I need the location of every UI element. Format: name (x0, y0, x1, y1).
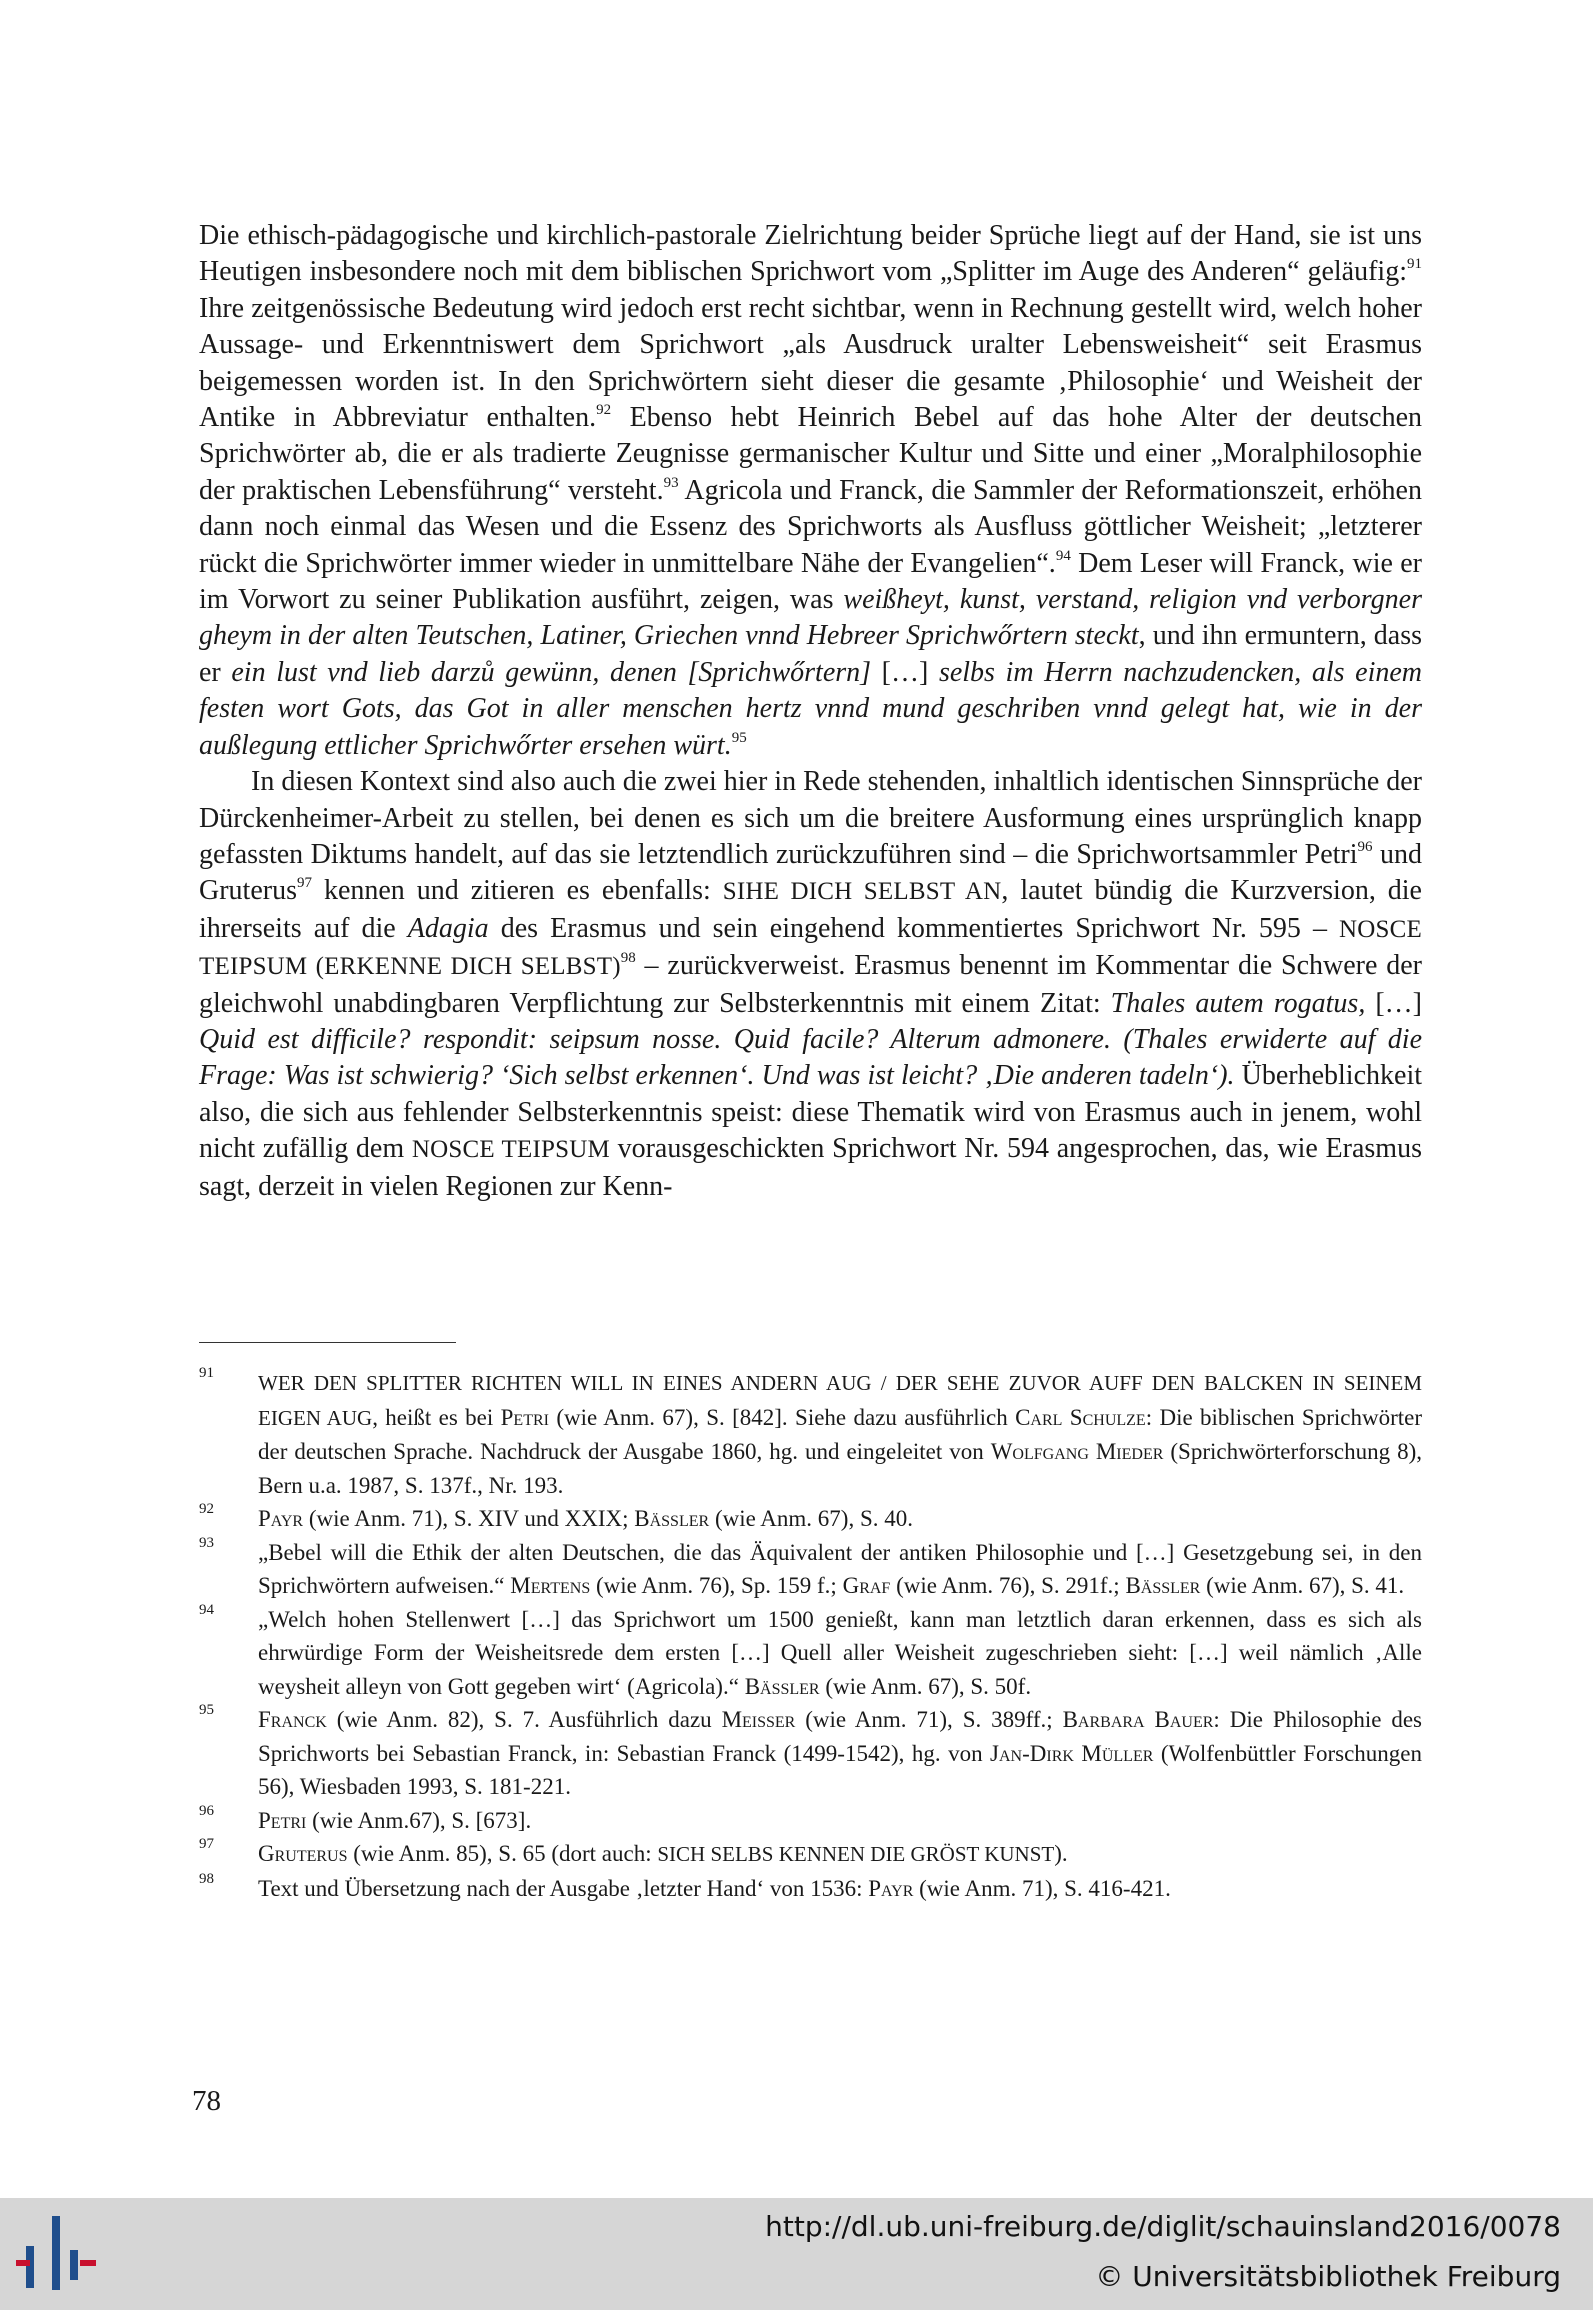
text-run: (wie Anm. 76), Sp. 159 f.; (590, 1573, 843, 1598)
paragraph-2 (199, 764, 1422, 1205)
text-run: (Wolfenbüttler Forschungen 56), Wiesbaden 1993, S. 181-221. (258, 1740, 1422, 1799)
text-run: […] (871, 656, 939, 688)
author-name: Wolfgang Mieder (990, 1439, 1164, 1464)
footnote-ref-95[interactable]: 95 (731, 729, 747, 746)
text-run: „Welch hohen Stellenwert […] das Sprichwort um 1500 genießt, kann man letztlich daran erkennen, dass es sich als ehrwürdige Form der Weisheitsrede dem ersten […] Quell aller Weisheit zugeschrieben sieht: […] weil nämlich ‚Alle weysheit alleyn von Gott gegeben wirt‘ (Agricola).“ (258, 1606, 1422, 1699)
footnote-ref-96[interactable]: 96 (1357, 838, 1373, 855)
author-name: Bässler (1125, 1573, 1201, 1598)
text-run: , heißt es bei (372, 1404, 501, 1430)
text-run: kennen und zitieren es ebenfalls: (311, 875, 723, 907)
footnote-number: 93 (199, 1534, 214, 1551)
text-run: Agricola und Franck, die Sammler der Reformationszeit, erhöhen dann noch einmal das Wesen und die Essenz des Sprichworts als Ausfluss göttlicher Weisheit; „letzterer rückt die Sprichwörter immer wieder in unmittelbare Nähe der Evangelien“. (199, 474, 1422, 579)
text-run: Ebenso hebt Heinrich Bebel auf das hohe Alter der deutschen Sprichwörter ab, die er als tradierte Zeugnisse germanischer Kultur und Sitte und einer „Moralphilosophie der praktischen Lebensführung“ versteht. (199, 402, 1422, 506)
footnote-number: 92 (199, 1501, 214, 1517)
text-run: (wie Anm.67), S. [673]. (306, 1807, 532, 1833)
footnote-96 (199, 1804, 1422, 1838)
ub-freiburg-logo-icon (14, 2214, 100, 2294)
text-run: (wie Anm. 67), S. [842]. Siehe dazu ausführlich (548, 1404, 1016, 1430)
proverb-caps: WER DEN SPLITTER RICHTEN WILL IN EINES ANDERN AUG / DER SEHE ZUVOR AUFF DEN BALCKEN IN SEINEM EIGEN AUG (258, 1371, 1422, 1430)
logo-dash-left (16, 2260, 30, 2266)
author-name: Bässler (634, 1506, 710, 1531)
logo-bar-right (70, 2250, 78, 2280)
footnote-ref-94[interactable]: 94 (1055, 547, 1071, 564)
footnote-ref-97[interactable]: 97 (296, 875, 312, 892)
author-name: Petri (258, 1807, 307, 1833)
proverb-caps: NOSCE TEIPSUM (411, 1136, 610, 1164)
footnote-94 (199, 1603, 1422, 1704)
text-run: (wie Anm. 67), S. 50f. (819, 1673, 1032, 1699)
quote-italic: ein lust vnd lieb darzů gewünn, denen [Sprichwőrtern] (231, 656, 872, 688)
proverb-caps: SIHE DICH SELBST AN (722, 878, 1002, 906)
text-run: und Gruterus (199, 838, 1422, 907)
footnote-number: 98 (199, 1870, 214, 1887)
footnote-number: 96 (199, 1802, 214, 1819)
footnote-number: 94 (199, 1601, 214, 1618)
text-run: (wie Anm. 76), S. 291f.; (890, 1573, 1126, 1598)
footnotes (199, 1366, 1422, 1905)
text-run: Die ethisch-pädagogische und kirchlich-pastorale Zielrichtung beider Sprüche liegt auf der Hand, sie ist uns Heutigen insbesondere noch mit dem biblischen Sprichwort vom „Splitter im Auge des Anderen“ geläufig: (199, 220, 1422, 288)
author-name: Franck (258, 1707, 327, 1732)
footnote-separator (199, 1342, 456, 1343)
logo-bar-left (26, 2246, 34, 2288)
page-number: 78 (192, 2085, 221, 2117)
source-url-link[interactable]: http://dl.ub.uni-freiburg.de/diglit/schauinsland2016/0078 (765, 2210, 1561, 2243)
text-run: (wie Anm. 67), S. 41. (1200, 1573, 1405, 1598)
logo-bar-center (52, 2216, 60, 2290)
footnote-98 (199, 1872, 1422, 1906)
text-run: – zurückverweist. Erasmus benennt im Kommentar die Schwere der gleichwohl unabdingbaren Verpflichtung zur Selbsterkenntnis mit einem Zitat: (199, 950, 1422, 1019)
footnote-ref-91[interactable]: 91 (1407, 256, 1422, 273)
footnote-97 (199, 1837, 1422, 1872)
text-run: Dem Leser will Franck, wie er im Vorwort zu seiner Publikation ausführt, zeigen, was (199, 547, 1422, 616)
text-run: Ihre zeitgenössische Bedeutung wird jedoch erst recht sichtbar, wenn in Rechnung gestellt wird, welch hoher Aussage- und Erkenntniswert dem Sprichwort „als Ausdruck uralter Lebensweisheit“ seit Erasmus beigemessen worden ist. In den Sprichwörtern sieht dieser die gesamte ‚Philosophie‘ und Weisheit der Antike in Abbreviatur enthalten. (199, 292, 1422, 434)
proverb-caps: SICH SELBS KENNEN DIE GRÖST KUNST (657, 1842, 1055, 1866)
author-name: Meisser (721, 1707, 796, 1732)
text-run: Text und Übersetzung nach der Ausgabe ‚letzter Hand‘ von 1536: (258, 1875, 869, 1901)
footnote-number: 97 (199, 1836, 214, 1852)
text-run: ). (1054, 1841, 1068, 1866)
author-name: Graf (842, 1573, 891, 1598)
text-run: […] (1365, 987, 1423, 1019)
text-run: (wie Anm. 85), S. 65 (dort auch: (347, 1841, 658, 1866)
footnote-ref-92[interactable]: 92 (596, 402, 612, 419)
author-name: Payr (868, 1875, 914, 1901)
quote-italic: weißheyt, kunst, verstand, religion vnd verborgner gheym in der alten Teutschen, Latiner, Griechen vnnd Hebreer Sprichwőrtern steckt (199, 584, 1422, 652)
author-name: Carl Schulze (1015, 1404, 1146, 1430)
text-run: (Sprichwörterforschung 8), Bern u.a. 1987, S. 137f., Nr. 193. (258, 1439, 1422, 1498)
text-run: (wie Anm. 82), S. 7. Ausführlich dazu (326, 1707, 722, 1732)
author-name: Petri (500, 1404, 549, 1430)
text-run: des Erasmus und sein eingehend kommentiertes Sprichwort Nr. 595 – (488, 912, 1340, 944)
author-name: Barbara Bauer (1062, 1707, 1214, 1732)
body-text (199, 218, 1422, 1205)
proverb-caps: NOSCE TEIPSUM (ERKENNE DICH SELBST) (199, 915, 1422, 981)
text-run: , und ihn ermuntern, dass er (199, 620, 1422, 688)
author-name: Payr (258, 1506, 304, 1531)
work-title-italic: Adagia (407, 912, 489, 944)
footnote-91 (199, 1366, 1422, 1502)
author-name: Gruterus (258, 1841, 348, 1866)
author-name: Mertens (510, 1573, 591, 1598)
copyright-text: © Universitätsbibliothek Freiburg (1095, 2260, 1561, 2293)
quote-italic: selbs im Herrn nachzudencken, als einem festen wort Gots, das Got in aller menschen hertz vnnd mund geschriben vnnd gelegt hat, wie in der außlegung ettlicher Sprichwőrter ersehen würt. (199, 656, 1422, 761)
footnote-95 (199, 1703, 1422, 1804)
text-run: (wie Anm. 71), S. XIV und XXIX; (303, 1506, 635, 1531)
text-run: (wie Anm. 71), S. 389ff.; (795, 1707, 1063, 1732)
text-run: (wie Anm. 67), S. 40. (709, 1506, 913, 1531)
quote-italic: Thales autem rogatus, (1110, 987, 1366, 1019)
footnote-number: 91 (199, 1365, 214, 1381)
author-name: Bässler (744, 1673, 820, 1699)
footnote-92 (199, 1502, 1422, 1536)
footnote-number: 95 (199, 1702, 214, 1718)
text-run: vorausgeschickten Sprichwort Nr. 594 angesprochen, das, wie Erasmus sagt, derzeit in vielen Regionen zur Kenn- (199, 1133, 1422, 1202)
author-name: Jan-Dirk Müller (990, 1740, 1154, 1766)
footnote-ref-93[interactable]: 93 (663, 474, 679, 491)
footnote-93 (199, 1536, 1422, 1603)
footer-bar (0, 2198, 1593, 2310)
text-run: In diesen Kontext sind also auch die zwei hier in Rede stehenden, inhaltlich identischen Sinnsprüche der Dürckenheimer-Arbeit zu stellen, bei denen es sich um die breitere Ausformung eines ursprünglich knapp gefassten Diktums handelt, auf das sie letztendlich zurückzuführen sind – die Sprichwortsammler Petri (199, 766, 1423, 870)
text-run: Überheblichkeit also, die sich aus fehlender Selbsterkenntnis speist: diese Thematik wird von Erasmus auch in jenem, wohl nicht zufällig dem (199, 1060, 1422, 1165)
text-run: (wie Anm. 71), S. 416-421. (913, 1875, 1171, 1901)
text-run: , lautet bündig die Kurzversion, die ihrerseits auf die (199, 875, 1422, 944)
text-run: : Die biblischen Sprichwörter der deutschen Sprache. Nachdruck der Ausgabe 1860, hg. und eingeleitet von (258, 1404, 1423, 1464)
paragraph-1 (199, 218, 1422, 764)
text-run: „Bebel will die Ethik der alten Deutschen, die das Äquivalent der antiken Philosophie und […] Gesetzgebung sei, in den Sprichwörtern aufweisen.“ (258, 1539, 1422, 1598)
quote-italic: Quid est difficile? respondit: seipsum nosse. Quid facile? Alterum admonere. (Thales erwiderte auf die Frage: Was ist schwierig? ‘Sich selbst erkennen‘. Und was ist leicht? ‚Die anderen tadeln‘). (199, 1023, 1422, 1092)
footnote-ref-98[interactable]: 98 (620, 950, 636, 967)
text-run: : Die Philosophie des Sprichworts bei Sebastian Franck, in: Sebastian Franck (1499-1542), hg. von (258, 1707, 1422, 1766)
logo-dash-right (80, 2260, 96, 2266)
